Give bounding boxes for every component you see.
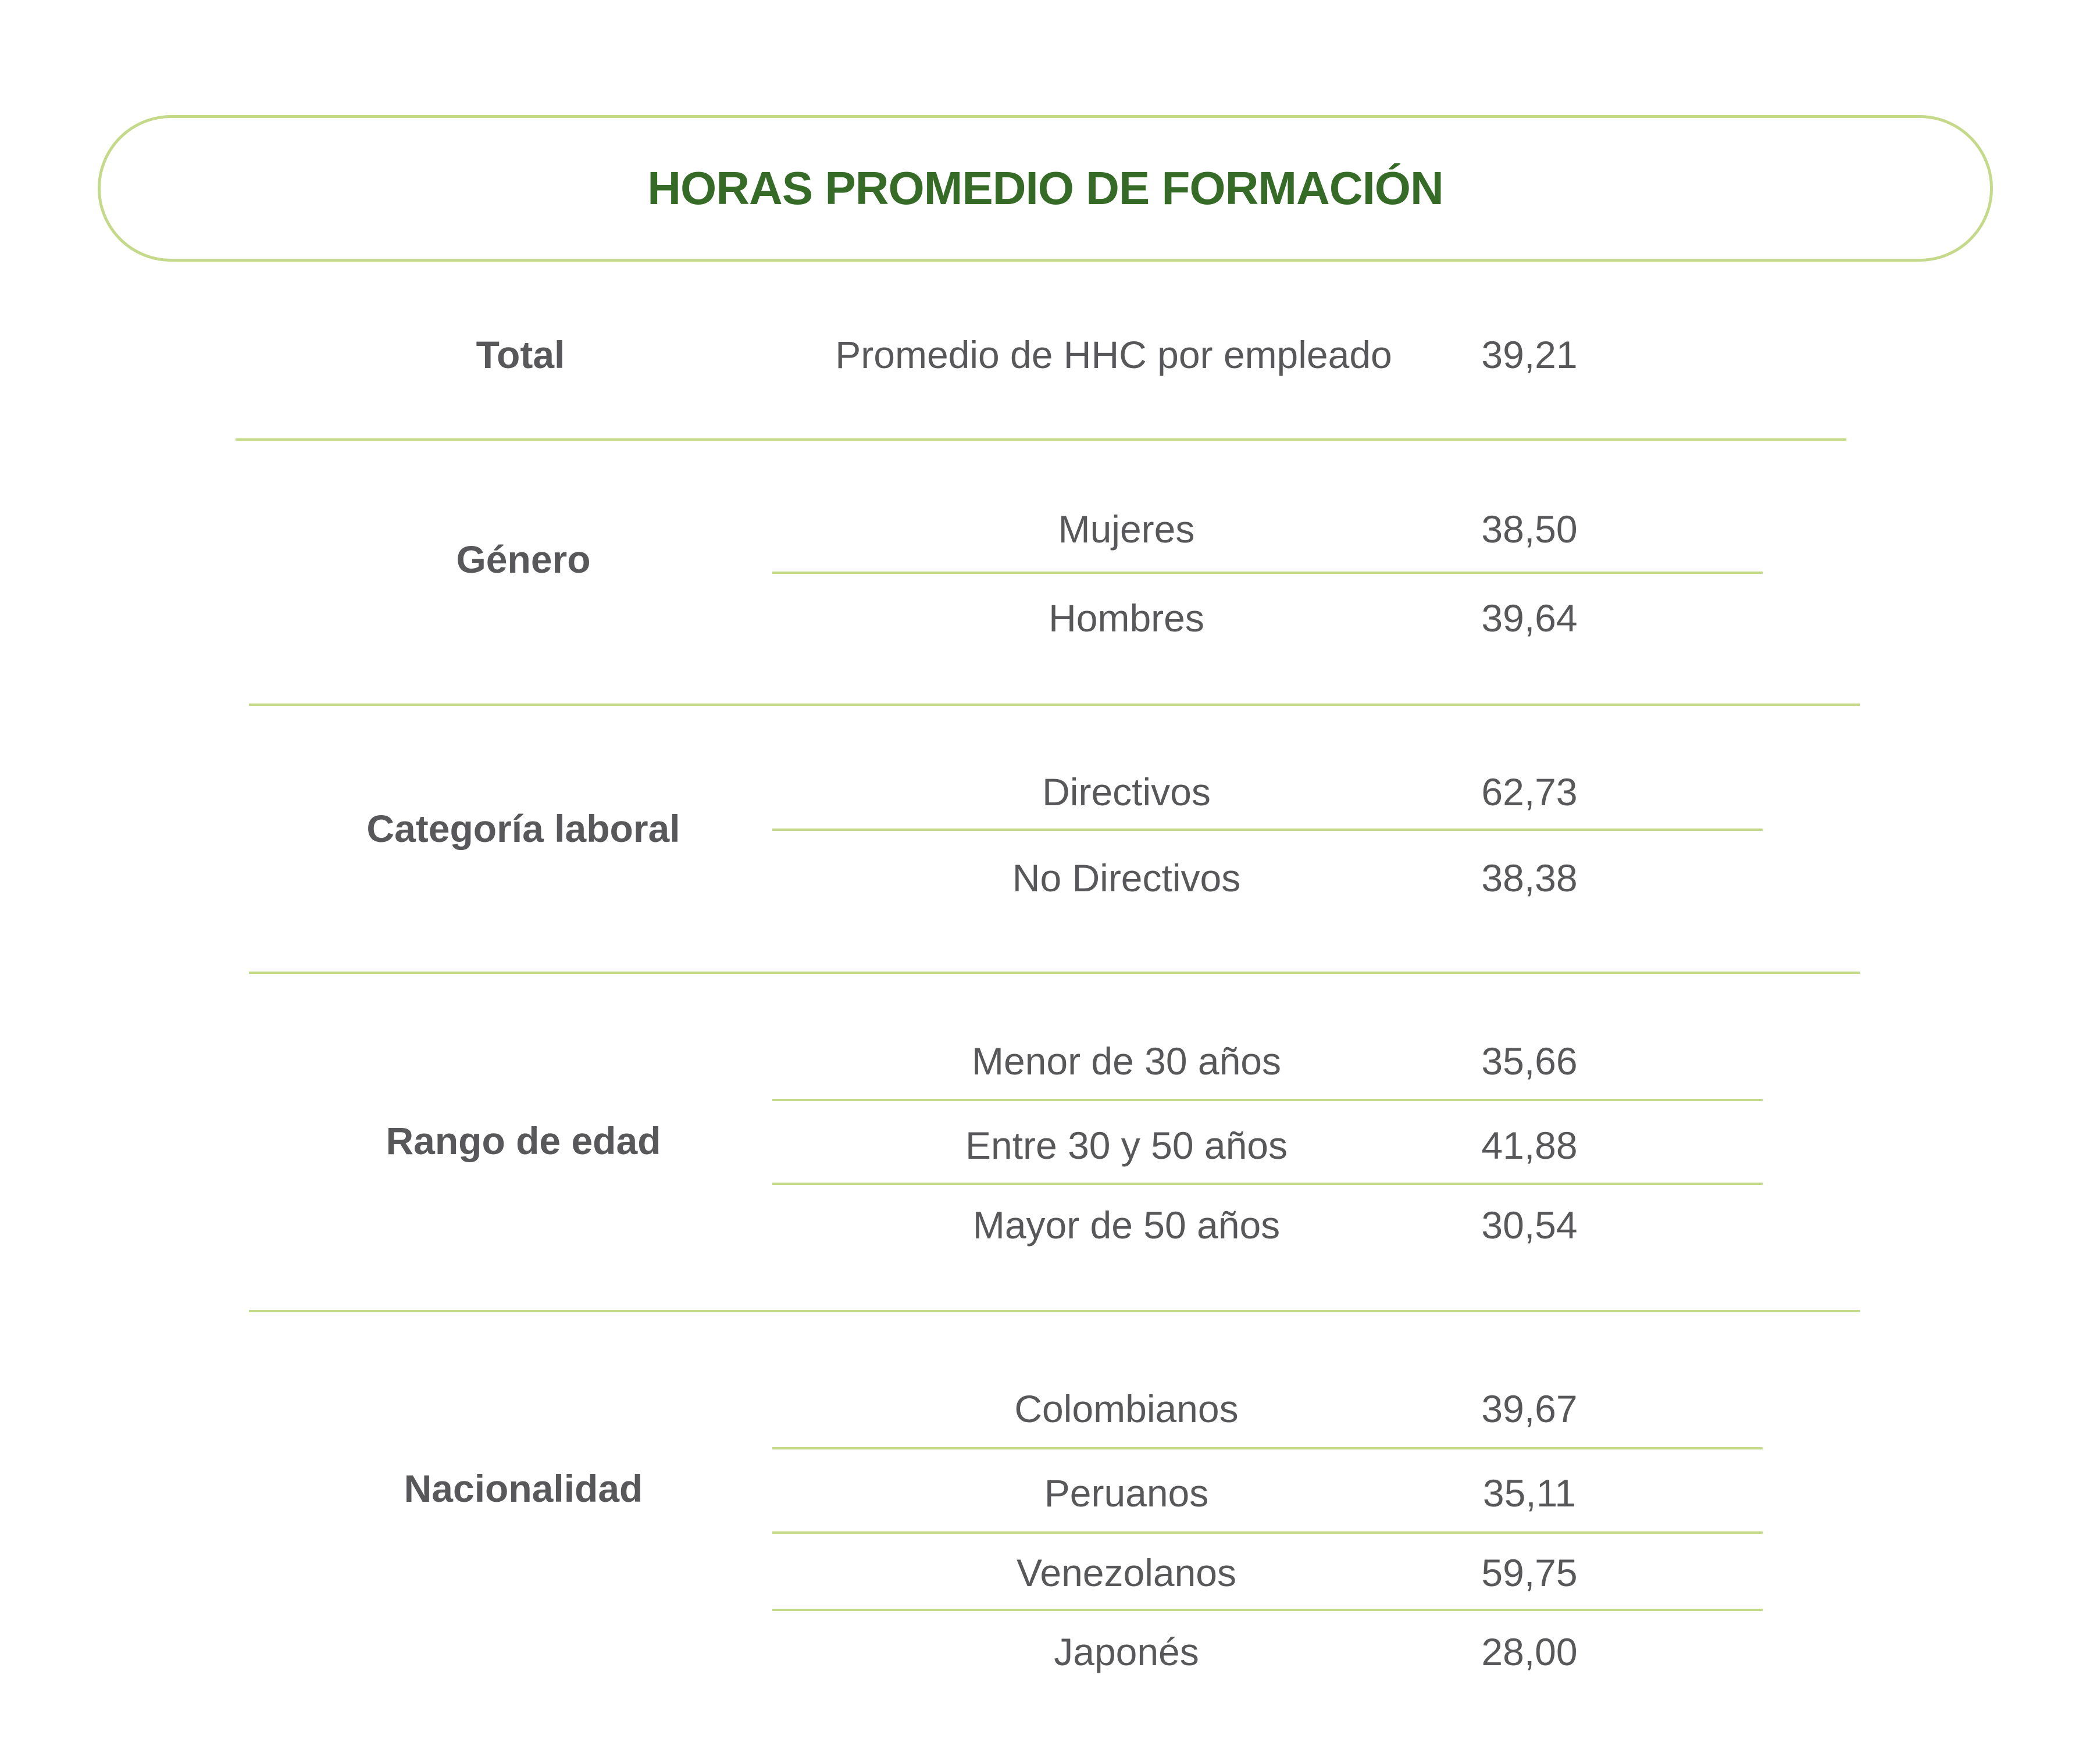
title-banner <box>98 115 1993 262</box>
row-label: Mujeres <box>1058 508 1195 551</box>
section-divider <box>249 704 1860 706</box>
category-nacionalidad: Nacionalidad <box>404 1467 643 1510</box>
row-value: 38,50 <box>1481 508 1578 551</box>
row-divider <box>772 1447 1763 1449</box>
row-value: 62,73 <box>1481 770 1578 813</box>
row-label: Peruanos <box>1044 1472 1209 1515</box>
row-value: 39,67 <box>1481 1387 1578 1430</box>
row-value: 35,66 <box>1481 1040 1578 1083</box>
section-divider <box>249 972 1860 974</box>
row-divider <box>772 1183 1763 1185</box>
row-label: Hombres <box>1049 597 1204 640</box>
row-value: 28,00 <box>1481 1630 1578 1673</box>
row-value: 59,75 <box>1481 1551 1578 1594</box>
row-label: Directivos <box>1042 770 1211 813</box>
row-value: 39,64 <box>1481 597 1578 640</box>
category-genero: Género <box>456 538 591 581</box>
row-divider <box>772 829 1763 831</box>
row-value: 39,21 <box>1481 333 1578 376</box>
row-label: Japonés <box>1054 1630 1199 1673</box>
table-title: HORAS PROMEDIO DE FORMACIÓN <box>647 162 1443 214</box>
row-value: 35,11 <box>1482 1472 1577 1515</box>
row-label: Colombianos <box>1014 1387 1239 1430</box>
section-divider <box>236 438 1846 441</box>
row-label: Venezolanos <box>1017 1551 1236 1594</box>
row-value: 41,88 <box>1481 1124 1578 1167</box>
category-laboral: Categoría laboral <box>366 807 680 850</box>
row-divider <box>772 1531 1763 1534</box>
row-divider <box>772 1609 1763 1611</box>
row-divider <box>772 572 1763 574</box>
row-value: 38,38 <box>1481 856 1578 899</box>
row-label: Promedio de HHC por empleado <box>835 333 1392 376</box>
category-rango-edad: Rango de edad <box>386 1119 661 1162</box>
row-value: 30,54 <box>1481 1204 1578 1247</box>
row-label: No Directivos <box>1012 856 1241 899</box>
row-label: Mayor de 50 años <box>972 1204 1281 1247</box>
section-divider <box>249 1310 1860 1312</box>
category-total: Total <box>476 333 565 376</box>
row-label: Menor de 30 años <box>971 1040 1282 1083</box>
row-label: Entre 30 y 50 años <box>965 1124 1288 1167</box>
row-divider <box>772 1099 1763 1101</box>
